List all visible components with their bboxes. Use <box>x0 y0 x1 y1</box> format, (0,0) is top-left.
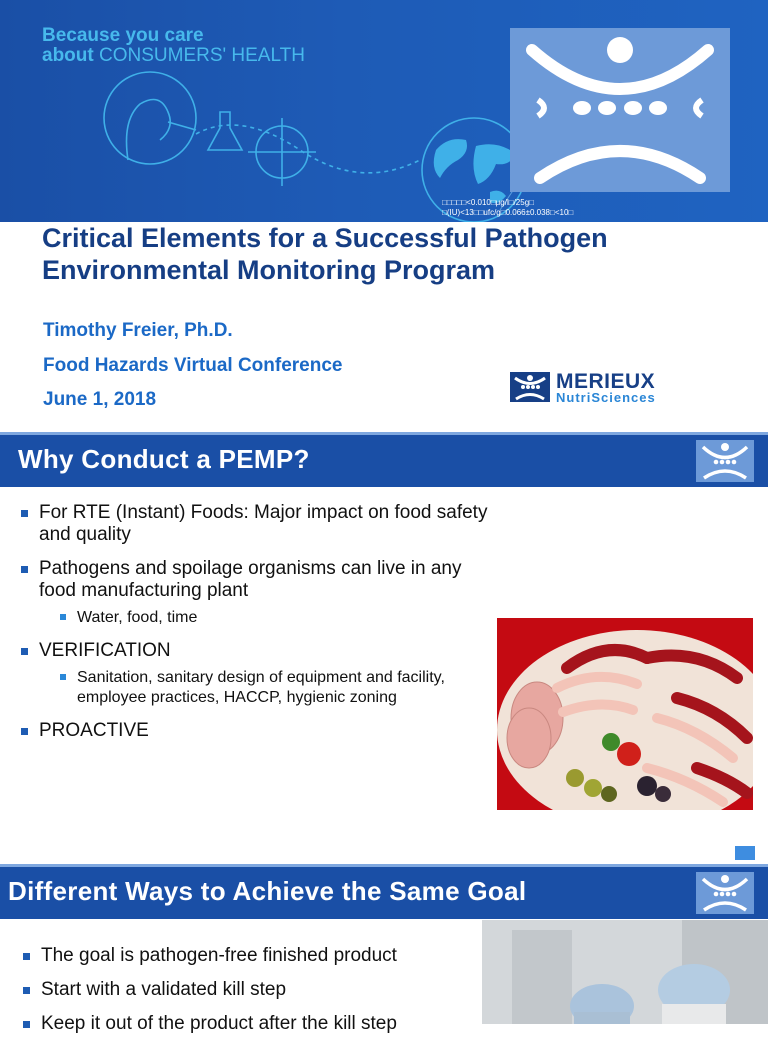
slide3-heading: Different Ways to Achieve the Same Goal <box>8 876 527 906</box>
slide3-header <box>0 864 768 919</box>
presentation-title: Critical Elements for a Successful Pathogen Environmental Monitoring Program <box>42 223 608 285</box>
lab-workers-image <box>482 920 768 1024</box>
list-item: Sanitation, sanitary design of equipment and facility, employee practices, HACCP, hygienic zoning <box>20 668 500 708</box>
slide-nav-marker[interactable] <box>735 846 755 860</box>
data-code-strip <box>442 198 573 218</box>
tagline-line2-bold: about <box>42 45 94 66</box>
slide3-bullet-list <box>22 945 477 1047</box>
globe-icon <box>434 139 516 203</box>
list-item: PROACTIVE <box>20 720 500 742</box>
merieux-symbol-small-icon <box>696 440 754 482</box>
list-item: VERIFICATION <box>20 640 500 662</box>
code-line-2: □(IU)<13□□ufc/g□0.066±0.038□<10□ <box>442 208 574 217</box>
list-item: For RTE (Instant) Foods: Major impact on food safety and quality <box>20 502 500 546</box>
cured-meat-platter-image <box>497 618 753 810</box>
list-item: Start with a validated kill step <box>22 979 477 1001</box>
presentation-date: June 1, 2018 <box>43 389 157 410</box>
slide2-header <box>0 432 768 487</box>
merieux-symbol-large <box>510 28 730 192</box>
list-item: Pathogens and spoilage organisms can live in any food manufacturing plant <box>20 558 500 602</box>
merieux-figure-icon <box>510 28 730 192</box>
event-name: Food Hazards Virtual Conference <box>43 355 343 376</box>
scientist-circle-icon <box>104 72 196 164</box>
tagline-line1: Because you care <box>42 25 204 46</box>
presenter-name: Timothy Freier, Ph.D. <box>43 320 233 341</box>
tagline-line2-rest: CONSUMERS' HEALTH <box>93 45 305 66</box>
list-item: Keep it out of the product after the kill step <box>22 1013 477 1035</box>
slide2-bullet-list <box>20 502 500 754</box>
list-item: The goal is pathogen-free finished product <box>22 945 477 967</box>
code-line-1: □□□□□<0.010□μg/l□/25g□ <box>442 198 534 207</box>
merieux-mark-icon <box>510 372 550 402</box>
list-item: Water, food, time <box>20 608 500 628</box>
logo-name: MERIEUX <box>556 370 656 393</box>
slide2-heading: Why Conduct a PEMP? <box>18 444 310 474</box>
scientist-icon <box>127 100 197 161</box>
merieux-symbol-small-icon <box>696 872 754 914</box>
flask-icon <box>208 112 242 150</box>
crosshair-icon <box>248 118 316 186</box>
title-slide-banner <box>0 0 768 222</box>
logo-subtitle: NutriSciences <box>556 390 656 405</box>
